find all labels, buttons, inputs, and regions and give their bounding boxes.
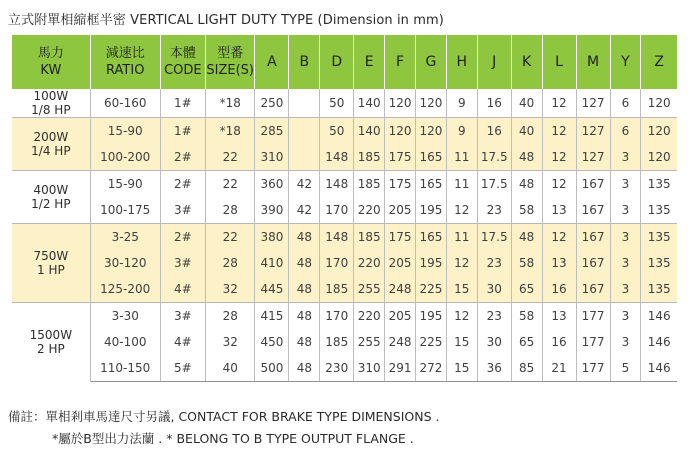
page-title: 立式附單相縮框半密 VERTICAL LIGHT DUTY TYPE (Dimension in mm): [8, 13, 444, 28]
dim-d-cell: 170: [320, 250, 354, 276]
dim-g-cell: 165: [415, 171, 446, 198]
size-cell: *18: [206, 89, 255, 118]
size-cell: 40: [206, 355, 255, 382]
dim-k-cell: 65: [511, 276, 542, 303]
dim-b-cell: [289, 144, 320, 171]
dim-h-cell: 11: [446, 171, 477, 198]
dim-y-cell: 3: [610, 224, 641, 251]
table-row: [12, 250, 677, 276]
dim-g-cell: 120: [415, 89, 446, 118]
dim-m-cell: 177: [576, 329, 610, 355]
ratio-cell: 30-120: [90, 250, 160, 276]
power-hp: 1/2 HP: [31, 197, 71, 211]
dim-j-cell: 30: [477, 276, 511, 303]
dim-z-cell: 120: [641, 89, 677, 118]
dim-f-cell: 205: [385, 250, 416, 276]
power-watts: 200W: [33, 130, 69, 144]
dim-y-cell: 3: [610, 171, 641, 198]
dim-g-cell: 272: [415, 355, 446, 382]
dim-z-cell: 120: [641, 144, 677, 171]
ratio-cell: 60-160: [90, 89, 160, 118]
code-cell: 1#: [160, 118, 205, 145]
note-b-type-flange: *屬於B型出力法蘭 . * BELONG TO B TYPE OUTPUT FLANGE .: [52, 431, 414, 446]
dim-j-cell: 17.5: [477, 171, 511, 198]
dim-j-cell: 16: [477, 118, 511, 145]
ratio-cell: 100-175: [90, 197, 160, 224]
dim-f-cell: 248: [385, 329, 416, 355]
ratio-cell: 100-200: [90, 144, 160, 171]
dim-j-cell: 16: [477, 89, 511, 118]
dim-g-cell: 195: [415, 303, 446, 330]
dim-k-cell: 58: [511, 250, 542, 276]
header-power-en: KW: [40, 63, 62, 78]
power-hp: 1 HP: [37, 263, 65, 277]
dim-l-cell: 13: [542, 303, 576, 330]
table-row: [12, 197, 677, 224]
dim-f-cell: 175: [385, 171, 416, 198]
size-cell: 28: [206, 197, 255, 224]
dim-y-cell: 3: [610, 276, 641, 303]
dim-m-cell: 167: [576, 171, 610, 198]
dim-e-cell: 185: [354, 144, 385, 171]
size-cell: 22: [206, 171, 255, 198]
header-col-b: B: [289, 35, 320, 89]
header-col-l: L: [542, 35, 576, 89]
dim-h-cell: 11: [446, 224, 477, 251]
dim-g-cell: 195: [415, 250, 446, 276]
dim-g-cell: 165: [415, 144, 446, 171]
dim-m-cell: 177: [576, 355, 610, 382]
code-cell: 2#: [160, 144, 205, 171]
dim-h-cell: 9: [446, 89, 477, 118]
dim-j-cell: 23: [477, 303, 511, 330]
dim-a-cell: 410: [255, 250, 289, 276]
header-ratio: [90, 35, 160, 89]
power-cell: [12, 303, 90, 382]
dim-b-cell: 48: [289, 329, 320, 355]
dim-e-cell: 140: [354, 118, 385, 145]
dim-h-cell: 15: [446, 276, 477, 303]
dim-m-cell: 127: [576, 89, 610, 118]
size-cell: 28: [206, 250, 255, 276]
dim-h-cell: 9: [446, 118, 477, 145]
dim-f-cell: 120: [385, 89, 416, 118]
dim-k-cell: 40: [511, 89, 542, 118]
dim-y-cell: 3: [610, 329, 641, 355]
dim-k-cell: 58: [511, 197, 542, 224]
dim-y-cell: 6: [610, 118, 641, 145]
dim-f-cell: 248: [385, 276, 416, 303]
dim-b-cell: [289, 118, 320, 145]
note-brake-dimensions: 備註：單相剎車馬達尺寸另議, CONTACT FOR BRAKE TYPE DIMENSIONS .: [8, 409, 440, 424]
dim-d-cell: 230: [320, 355, 354, 382]
dim-e-cell: 220: [354, 250, 385, 276]
ratio-cell: 125-200: [90, 276, 160, 303]
table-row: [12, 171, 677, 198]
dim-y-cell: 3: [610, 197, 641, 224]
dim-k-cell: 48: [511, 224, 542, 251]
dim-j-cell: 23: [477, 197, 511, 224]
dim-l-cell: 16: [542, 329, 576, 355]
dim-k-cell: 48: [511, 144, 542, 171]
dim-e-cell: 140: [354, 89, 385, 118]
header-ratio-cn: 減速比: [105, 46, 145, 61]
dim-e-cell: 310: [354, 355, 385, 382]
dim-y-cell: 5: [610, 355, 641, 382]
header-col-g: G: [415, 35, 446, 89]
dim-m-cell: 167: [576, 224, 610, 251]
header-code: [160, 35, 205, 89]
dim-l-cell: 12: [542, 118, 576, 145]
ratio-cell: 15-90: [90, 171, 160, 198]
dim-z-cell: 146: [641, 355, 677, 382]
dim-d-cell: 185: [320, 329, 354, 355]
dim-z-cell: 146: [641, 303, 677, 330]
dim-z-cell: 135: [641, 171, 677, 198]
dim-y-cell: 6: [610, 89, 641, 118]
dim-m-cell: 127: [576, 118, 610, 145]
header-col-a: A: [255, 35, 289, 89]
header-code-en: CODE: [164, 63, 202, 78]
header-col-k: K: [511, 35, 542, 89]
dim-e-cell: 255: [354, 276, 385, 303]
dim-z-cell: 135: [641, 197, 677, 224]
header-power-cn: 馬力: [37, 46, 64, 61]
dim-a-cell: 450: [255, 329, 289, 355]
code-cell: 4#: [160, 276, 205, 303]
dim-l-cell: 12: [542, 224, 576, 251]
dim-h-cell: 12: [446, 197, 477, 224]
size-cell: 22: [206, 144, 255, 171]
dim-z-cell: 146: [641, 329, 677, 355]
dim-y-cell: 3: [610, 250, 641, 276]
table-row: [12, 303, 677, 330]
dim-a-cell: 360: [255, 171, 289, 198]
power-watts: 1500W: [29, 328, 73, 343]
dim-f-cell: 175: [385, 144, 416, 171]
size-cell: 32: [206, 276, 255, 303]
ratio-cell: 110-150: [90, 355, 160, 382]
code-cell: 1#: [160, 89, 205, 118]
dim-k-cell: 58: [511, 303, 542, 330]
header-size: [206, 35, 255, 89]
size-cell: 28: [206, 303, 255, 330]
dim-j-cell: 17.5: [477, 144, 511, 171]
table-row: [12, 89, 677, 118]
ratio-cell: 15-90: [90, 118, 160, 145]
dim-h-cell: 15: [446, 355, 477, 382]
dim-d-cell: 185: [320, 276, 354, 303]
dim-z-cell: 120: [641, 118, 677, 145]
dim-k-cell: 40: [511, 118, 542, 145]
dim-m-cell: 127: [576, 144, 610, 171]
dim-b-cell: [289, 89, 320, 118]
dim-a-cell: 390: [255, 197, 289, 224]
dim-a-cell: 380: [255, 224, 289, 251]
dim-j-cell: 17.5: [477, 224, 511, 251]
ratio-cell: 3-30: [90, 303, 160, 330]
code-cell: 3#: [160, 197, 205, 224]
dim-b-cell: 48: [289, 355, 320, 382]
dim-d-cell: 148: [320, 171, 354, 198]
dim-b-cell: 48: [289, 276, 320, 303]
dim-d-cell: 148: [320, 224, 354, 251]
power-cell: [12, 118, 90, 171]
header-ratio-en: RATIO: [106, 63, 145, 78]
dim-k-cell: 48: [511, 171, 542, 198]
dim-l-cell: 12: [542, 144, 576, 171]
code-cell: 2#: [160, 171, 205, 198]
dim-l-cell: 12: [542, 171, 576, 198]
code-cell: 2#: [160, 224, 205, 251]
table-row: [12, 144, 677, 171]
table-row: [12, 276, 677, 303]
table-row: [12, 118, 677, 145]
dim-b-cell: 42: [289, 171, 320, 198]
dim-a-cell: 500: [255, 355, 289, 382]
dim-j-cell: 30: [477, 329, 511, 355]
dim-f-cell: 175: [385, 224, 416, 251]
power-watts: 400W: [33, 183, 69, 197]
power-cell: [12, 89, 90, 118]
dim-y-cell: 3: [610, 303, 641, 330]
power-cell: [12, 224, 90, 303]
dim-a-cell: 445: [255, 276, 289, 303]
dim-g-cell: 120: [415, 118, 446, 145]
header-size-en: SIZE(S): [206, 63, 255, 78]
header-col-h: H: [446, 35, 477, 89]
dim-a-cell: 250: [255, 89, 289, 118]
dim-m-cell: 177: [576, 303, 610, 330]
dim-h-cell: 11: [446, 144, 477, 171]
dim-f-cell: 291: [385, 355, 416, 382]
table-row: [12, 355, 677, 382]
dim-m-cell: 167: [576, 197, 610, 224]
header-size-cn: 型番: [217, 46, 244, 61]
dim-l-cell: 16: [542, 276, 576, 303]
header-col-m: M: [576, 35, 610, 89]
table-header-row: [12, 35, 677, 89]
dim-l-cell: 12: [542, 89, 576, 118]
dim-f-cell: 205: [385, 303, 416, 330]
table-row: [12, 224, 677, 251]
dim-f-cell: 120: [385, 118, 416, 145]
header-col-y: Y: [610, 35, 641, 89]
dim-z-cell: 135: [641, 250, 677, 276]
power-hp: 2 HP: [37, 342, 65, 357]
header-code-cn: 本體: [169, 46, 196, 61]
power-cell: [12, 171, 90, 224]
dim-g-cell: 195: [415, 197, 446, 224]
code-cell: 3#: [160, 250, 205, 276]
dim-b-cell: 48: [289, 250, 320, 276]
dim-e-cell: 185: [354, 171, 385, 198]
size-cell: 22: [206, 224, 255, 251]
code-cell: 4#: [160, 329, 205, 355]
dim-e-cell: 255: [354, 329, 385, 355]
code-cell: 3#: [160, 303, 205, 330]
dim-a-cell: 285: [255, 118, 289, 145]
dim-y-cell: 3: [610, 144, 641, 171]
header-col-j: J: [477, 35, 511, 89]
dim-j-cell: 23: [477, 250, 511, 276]
dim-b-cell: 42: [289, 197, 320, 224]
dim-e-cell: 185: [354, 224, 385, 251]
dim-b-cell: 48: [289, 303, 320, 330]
dim-g-cell: 165: [415, 224, 446, 251]
size-cell: 32: [206, 329, 255, 355]
dim-g-cell: 225: [415, 329, 446, 355]
ratio-cell: 3-25: [90, 224, 160, 251]
dim-d-cell: 170: [320, 197, 354, 224]
dimension-table: [12, 35, 677, 382]
dim-k-cell: 65: [511, 329, 542, 355]
dim-d-cell: 148: [320, 144, 354, 171]
dim-z-cell: 135: [641, 224, 677, 251]
header-col-d: D: [320, 35, 354, 89]
dim-h-cell: 12: [446, 250, 477, 276]
power-hp: 1/4 HP: [31, 144, 71, 158]
size-cell: *18: [206, 118, 255, 145]
dim-e-cell: 220: [354, 303, 385, 330]
ratio-cell: 40-100: [90, 329, 160, 355]
dim-a-cell: 415: [255, 303, 289, 330]
code-cell: 5#: [160, 355, 205, 382]
dim-h-cell: 15: [446, 329, 477, 355]
dim-g-cell: 225: [415, 276, 446, 303]
dim-l-cell: 13: [542, 250, 576, 276]
dim-k-cell: 85: [511, 355, 542, 382]
dim-m-cell: 167: [576, 276, 610, 303]
table-row: [12, 329, 677, 355]
header-col-e: E: [354, 35, 385, 89]
header-col-f: F: [385, 35, 416, 89]
header-col-z: Z: [641, 35, 677, 89]
dim-a-cell: 310: [255, 144, 289, 171]
dim-j-cell: 36: [477, 355, 511, 382]
dim-d-cell: 50: [320, 89, 354, 118]
power-watts: 100W: [33, 89, 69, 103]
power-watts: 750W: [33, 249, 69, 263]
header-power: [12, 35, 90, 89]
dim-l-cell: 13: [542, 197, 576, 224]
dim-d-cell: 170: [320, 303, 354, 330]
dim-h-cell: 12: [446, 303, 477, 330]
dim-e-cell: 220: [354, 197, 385, 224]
dim-d-cell: 50: [320, 118, 354, 145]
dim-l-cell: 21: [542, 355, 576, 382]
dim-b-cell: 48: [289, 224, 320, 251]
power-hp: 1/8 HP: [31, 103, 71, 117]
dim-z-cell: 135: [641, 276, 677, 303]
dim-f-cell: 205: [385, 197, 416, 224]
dim-m-cell: 167: [576, 250, 610, 276]
